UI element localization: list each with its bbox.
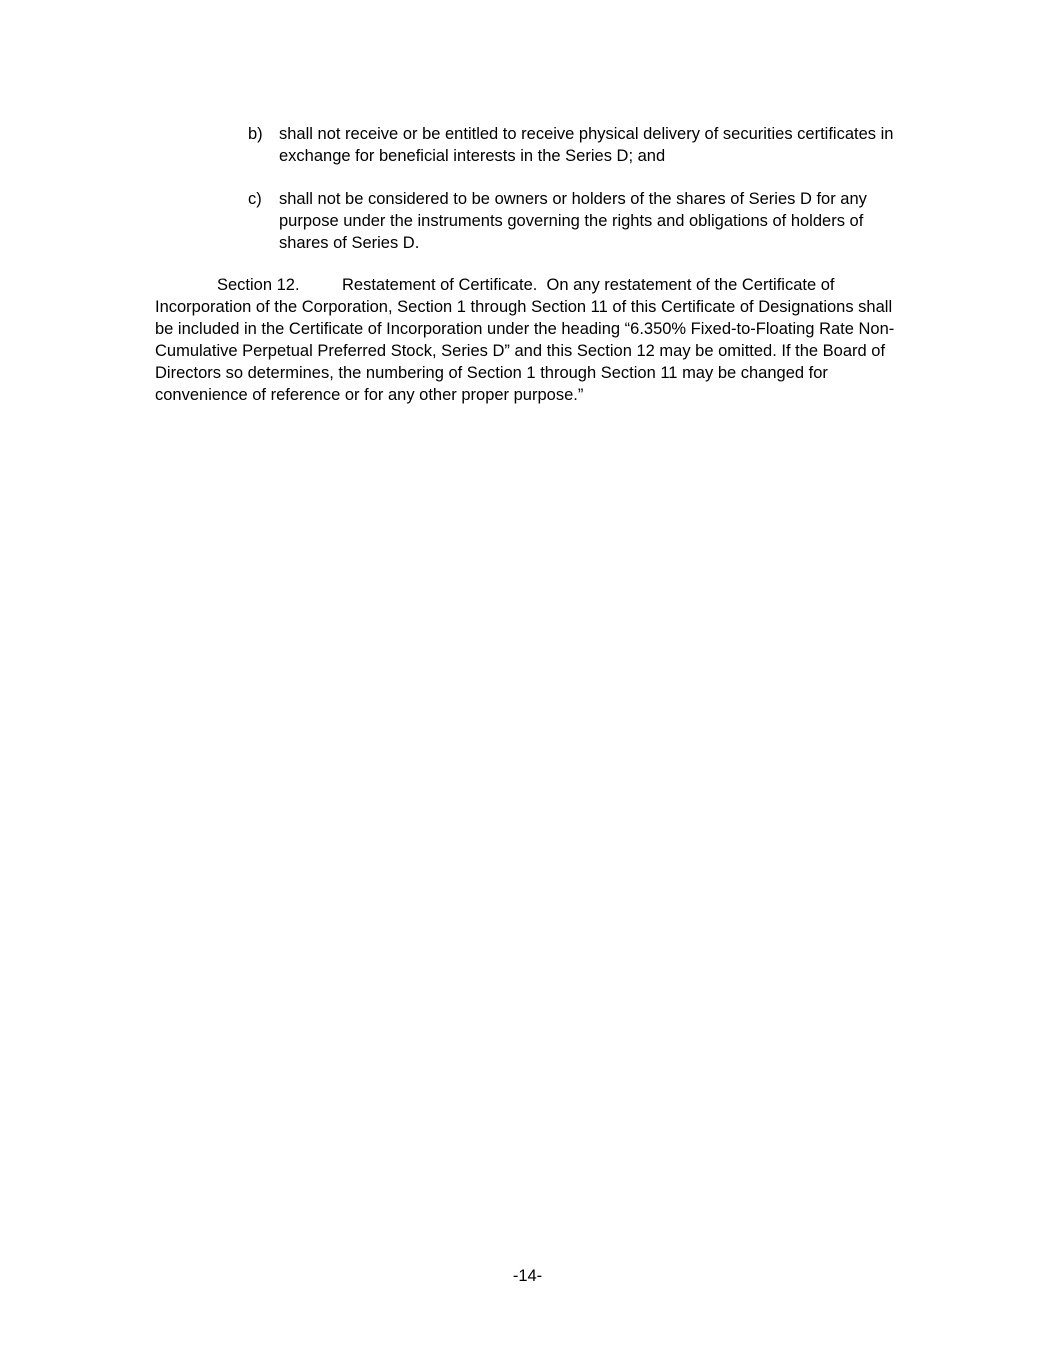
list-marker: c) — [248, 190, 262, 208]
list-item-text: shall not be considered to be owners or holders of the shares of Series D for any purpose under the instruments governing the rights and obligations of holders of shares of Series D. — [279, 190, 867, 252]
list-item-c — [248, 188, 898, 254]
section-body: On any restatement of the Certificate of Incorporation of the Corporation, Section 1 through Section 11 of this Certificate of Designations shall be included in the Certificate of Incorporation under the heading “6.350% Fixed-to-Floating Rate Non-Cumulative Perpetual Preferred Stock, Series D” and this Section 12 may be omitted. If the Board of Directors so determines, the numbering of Section 1 through Section 11 may be changed for convenience of reference or for any other proper purpose.” — [155, 276, 895, 404]
list-item-text: shall not receive or be entitled to receive physical delivery of securities certificates in exchange for beneficial interests in the Series D; and — [279, 125, 894, 165]
list-marker: b) — [248, 125, 263, 143]
section-heading: Restatement of Certificate. — [342, 276, 538, 294]
page-number: -14- — [512, 1267, 543, 1285]
section-12-paragraph — [155, 274, 900, 406]
list-item-b — [248, 123, 898, 167]
section-number: Section 12. — [217, 276, 300, 294]
